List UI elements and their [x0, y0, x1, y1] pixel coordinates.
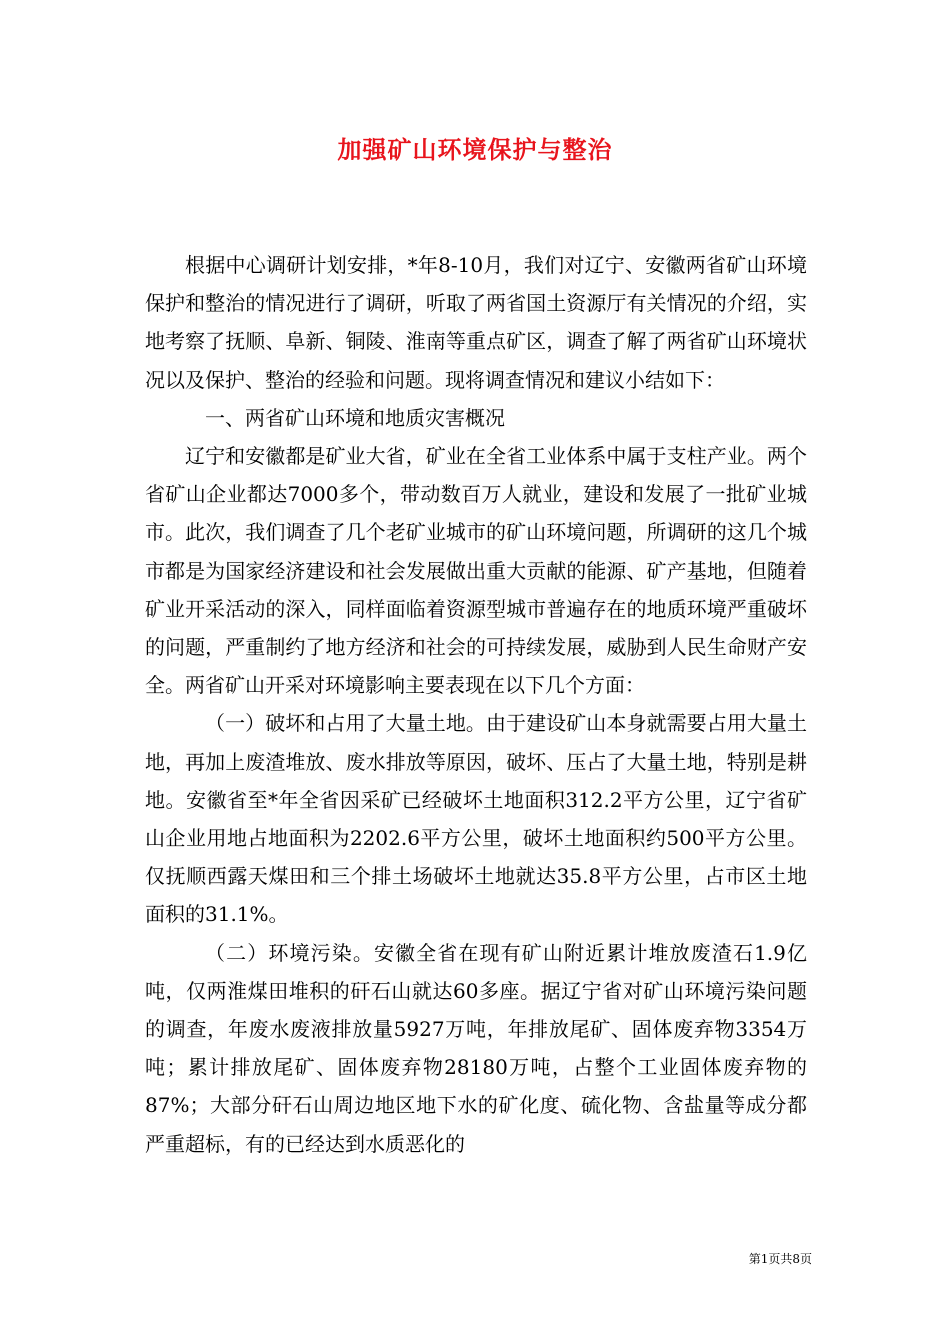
paragraph-pollution: （二）环境污染。安徽全省在现有矿山附近累计堆放废渣石1.9亿吨，仅两淮煤田堆积的矸石山就达60多座。据辽宁省对矿山环境污染问题的调查，年废水废液排放量5927万吨，年排放尾矿、固体废弃物3354万吨；累计排放尾矿、固体废弃物28180万吨，占整个工业固体废弃物的87%；大部分矸石山周边地区地下水的矿化度、硫化物、含盐量等成分都严重超标，有的已经达到水质恶化的 [145, 940, 807, 1156]
page-number: 第1页共8页 [748, 1252, 812, 1266]
document-body [145, 246, 807, 1163]
document-title: 加强矿山环境保护与整治 [337, 135, 613, 164]
paragraph-land-damage: （一）破坏和占用了大量土地。由于建设矿山本身就需要占用大量土地，再加上废渣堆放、废水排放等原因，破坏、压占了大量土地，特别是耕地。安徽省至*年全省因采矿已经破坏土地面积312.2平方公里，辽宁省矿山企业用地占地面积为2202.6平方公里，破坏土地面积约500平方公里。仅抚顺西露天煤田和三个排土场破坏土地就达35.8平方公里，占市区土地面积的31.1%。 [145, 711, 807, 927]
paragraph-intro: 根据中心调研计划安排，*年8-10月，我们对辽宁、安徽两省矿山环境保护和整治的情况进行了调研，听取了两省国土资源厅有关情况的介绍，实地考察了抚顺、阜新、铜陵、淮南等重点矿区，调查了解了两省矿山环境状况以及保护、整治的经验和问题。现将调查情况和建议小结如下： [145, 253, 807, 392]
section-heading-1: 一、两省矿山环境和地质灾害概况 [205, 405, 505, 430]
paragraph-overview: 辽宁和安徽都是矿业大省，矿业在全省工业体系中属于支柱产业。两个省矿山企业都达7000多个，带动数百万人就业，建设和发展了一批矿业城市。此次，我们调查了几个老矿业城市的矿山环境问题，所调研的这几个城市都是为国家经济建设和社会发展做出重大贡献的能源、矿产基地，但随着矿业开采活动的深入，同样面临着资源型城市普遍存在的地质环境严重破坏的问题，严重制约了地方经济和社会的可持续发展，威胁到人民生命财产安全。两省矿山开采对环境影响主要表现在以下几个方面： [145, 444, 807, 698]
